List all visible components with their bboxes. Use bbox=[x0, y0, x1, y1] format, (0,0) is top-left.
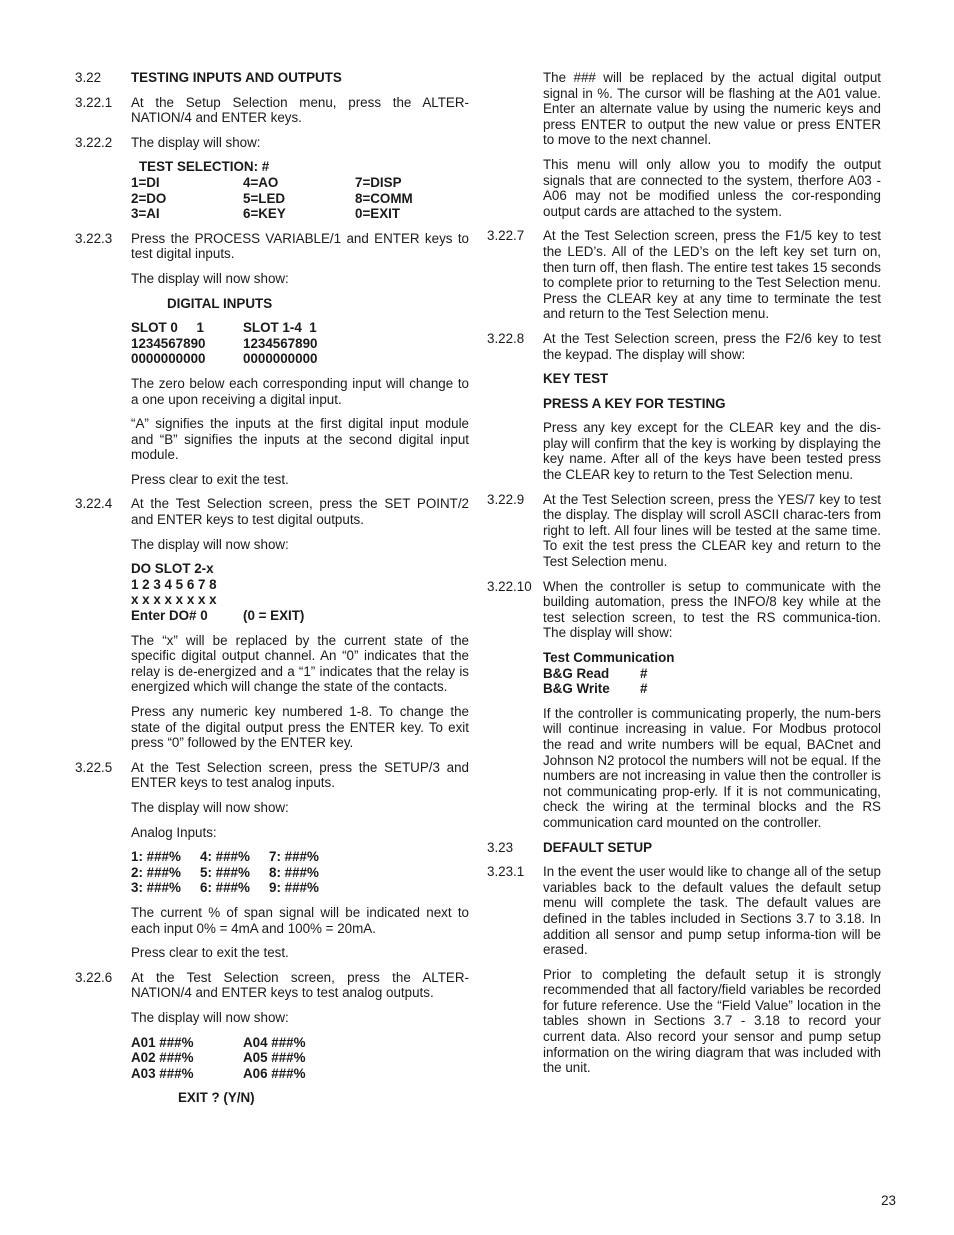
paragraph: If the controller is communicating properly, the num-bers will continue increasing in value. For Modbus protocol the read and write numbers will be equal, BACnet and Johnson N2 protocol the numbers will not be equal. If the numbers are not increasing in value then the controller is not communicating prop-erly. If it is not communicating, check the wiring at the terminal blocks and the RS communication card mounted on the controller. bbox=[543, 705, 881, 830]
display-cell: B&G Write bbox=[543, 681, 610, 697]
display-row bbox=[543, 666, 881, 682]
display-cell: 0=EXIT bbox=[355, 206, 401, 222]
section-3-23-1 bbox=[487, 864, 881, 958]
section-3-22-7 bbox=[487, 228, 881, 322]
paragraph: At the Test Selection screen, press the YES/7 key to test the display. The display will scroll ASCII charac-ters from right to left. All four lines will be tested at the same time. To exit the test press the CLEAR key and return to the Test Selection menu. bbox=[543, 491, 881, 570]
paragraph: The current % of span signal will be indicated next to each input 0% = 4mA and 100% = 20mA. bbox=[131, 904, 469, 936]
paragraph: In the event the user would like to change all of the setup variables back to the default values the default setup menu will complete the task. The default values are defined in the tables included in Sections 3.7 to 3.18. In addition all sensor and pump setup informa-tion will be erased. bbox=[543, 864, 881, 958]
display-cell: A05 ###% bbox=[243, 1050, 306, 1066]
paragraph: The display will now show: bbox=[131, 1009, 289, 1025]
paragraph: Analog Inputs: bbox=[131, 824, 217, 840]
left-column bbox=[75, 70, 469, 1115]
section-number: 3.22.7 bbox=[487, 228, 525, 244]
display-exit-prompt: EXIT ? (Y/N) bbox=[178, 1090, 255, 1106]
display-cell: 3: ###% bbox=[131, 880, 181, 896]
display-row bbox=[131, 320, 469, 336]
display-row bbox=[131, 608, 469, 624]
paragraph: The display will now show: bbox=[131, 799, 289, 815]
display-cell: 2: ###% bbox=[131, 864, 181, 880]
section-3-22-9 bbox=[487, 492, 881, 570]
display-cell: 4: ###% bbox=[200, 849, 250, 865]
paragraph: This menu will only allow you to modify the output signals that are connected to the system, therfore A03 - A06 may not be modified unless the cor-responding output cards are attached to the system. bbox=[543, 156, 881, 219]
paragraph: The display will now show: bbox=[131, 536, 289, 552]
display-cell: B&G Read bbox=[543, 665, 610, 681]
analog-inputs-display bbox=[131, 849, 469, 896]
paragraph: Prior to completing the default setup it is strongly recommended that all factory/field variables be recorded for future reference. Use the “Field Value” location in the tables shown in Sections 3.7 - 3.18 to record your current data. Also record your sensor and pump setup information on the wiring diagram that was included with the unit. bbox=[543, 966, 881, 1076]
display-cell: 3=AI bbox=[131, 206, 160, 222]
paragraph: The display will now show: bbox=[131, 270, 289, 286]
display-title: DIGITAL INPUTS bbox=[167, 295, 273, 311]
display-cell: 0000000000 bbox=[243, 351, 318, 367]
section-3-23 bbox=[487, 840, 881, 856]
display-row bbox=[131, 849, 469, 865]
paragraph: When the controller is setup to communicate with the building automation, press the INFO/8 key while at the test selection screen, to test the RS communica-tion. The display will show: bbox=[543, 578, 881, 641]
section-heading: DEFAULT SETUP bbox=[543, 839, 653, 855]
display-cell: 9: ###% bbox=[269, 880, 319, 896]
display-line: DO SLOT 2-x bbox=[131, 561, 214, 577]
paragraph: At the Setup Selection menu, press the ALTER-NATION/4 and ENTER keys. bbox=[131, 94, 469, 126]
display-row bbox=[131, 175, 469, 191]
paragraph: “A” signifies the inputs at the first digital input module and “B” signifies the inputs at the second digital input module. bbox=[131, 416, 469, 463]
section-number: 3.22.2 bbox=[75, 134, 113, 150]
section-number: 3.22.1 bbox=[75, 94, 113, 110]
display-row bbox=[131, 351, 469, 367]
page-number: 23 bbox=[881, 1193, 896, 1208]
display-cell: 7=DISP bbox=[355, 174, 402, 190]
paragraph: Press any numeric key numbered 1-8. To change the state of the digital output press the ENTER key. To exit press “0” followed by the ENTER key. bbox=[131, 704, 469, 751]
section-number: 3.22.5 bbox=[75, 759, 113, 775]
digital-inputs-display bbox=[131, 320, 469, 367]
display-cell: SLOT 1-4 1 bbox=[243, 320, 317, 336]
display-cell: 8=COMM bbox=[355, 190, 413, 206]
section-3-22 bbox=[75, 70, 469, 86]
display-cell: 1234567890 bbox=[131, 335, 206, 351]
display-cell: A06 ###% bbox=[243, 1065, 306, 1081]
section-number: 3.22.10 bbox=[487, 578, 532, 594]
paragraph: At the Test Selection screen, press the F2/6 key to test the keypad. The display will show: bbox=[543, 330, 881, 362]
section-3-22-6 bbox=[75, 970, 469, 1001]
right-column bbox=[487, 70, 881, 1085]
paragraph: The zero below each corresponding input will change to a one upon receiving a digital input. bbox=[131, 375, 469, 407]
display-cell: Enter DO# 0 bbox=[131, 608, 208, 624]
display-cell: # bbox=[640, 681, 648, 697]
display-cell: 6=KEY bbox=[243, 206, 286, 222]
key-test-prompt: PRESS A KEY FOR TESTING bbox=[543, 395, 726, 411]
display-cell: A01 ###% bbox=[131, 1034, 194, 1050]
section-heading: TESTING INPUTS AND OUTPUTS bbox=[131, 70, 342, 85]
section-number: 3.22 bbox=[75, 70, 102, 85]
display-cell: # bbox=[640, 665, 648, 681]
test-selection-display bbox=[75, 159, 469, 221]
display-row bbox=[131, 1035, 469, 1051]
display-cell: 8: ###% bbox=[269, 864, 319, 880]
paragraph: Press the PROCESS VARIABLE/1 and ENTER keys to test digital inputs. bbox=[131, 230, 469, 262]
section-number: 3.22.9 bbox=[487, 491, 525, 507]
section-number: 3.23 bbox=[487, 839, 514, 855]
display-row bbox=[131, 1050, 469, 1066]
display-cell: A04 ###% bbox=[243, 1034, 306, 1050]
section-3-22-5 bbox=[75, 760, 469, 791]
display-line: 1 2 3 4 5 6 7 8 bbox=[131, 576, 217, 592]
display-cell: 1234567890 bbox=[243, 335, 318, 351]
display-row bbox=[131, 865, 469, 881]
display-cell: 2=DO bbox=[131, 190, 167, 206]
paragraph: At the Test Selection screen, press the SET POINT/2 and ENTER keys to test digital outputs. bbox=[131, 496, 469, 528]
section-number: 3.22.6 bbox=[75, 969, 113, 985]
display-cell: 6: ###% bbox=[200, 880, 250, 896]
display-row bbox=[131, 1066, 469, 1082]
paragraph: The “x” will be replaced by the current state of the specific digital output channel. An “0” indicates that the relay is de-energized and a “1” indicates that the relay is energized which will change the state of the contacts. bbox=[131, 632, 469, 695]
display-cell: 7: ###% bbox=[269, 849, 319, 865]
display-row bbox=[131, 191, 469, 207]
display-cell: A02 ###% bbox=[131, 1050, 194, 1066]
paragraph: At the Test Selection screen, press the ALTER-NATION/4 and ENTER keys to test analog outputs. bbox=[131, 969, 469, 1001]
display-cell: 1: ###% bbox=[131, 849, 181, 865]
section-3-22-10 bbox=[487, 579, 881, 641]
section-3-22-2 bbox=[75, 135, 469, 151]
display-cell: 5: ###% bbox=[200, 864, 250, 880]
display-cell: 5=LED bbox=[243, 190, 286, 206]
display-cell: A03 ###% bbox=[131, 1065, 194, 1081]
display-cell: 4=AO bbox=[243, 174, 279, 190]
display-row bbox=[131, 336, 469, 352]
display-cell: 1=DI bbox=[131, 174, 160, 190]
paragraph: At the Test Selection screen, press the SETUP/3 and ENTER keys to test analog inputs. bbox=[131, 759, 469, 791]
section-number: 3.22.4 bbox=[75, 496, 113, 512]
section-number: 3.23.1 bbox=[487, 864, 525, 880]
display-title: TEST SELECTION: # bbox=[139, 159, 270, 175]
paragraph: The ### will be replaced by the actual digital output signal in %. The cursor will be flashing at the A01 value. Enter an alternate value by using the numeric keys and press ENTER to output the new value or press ENTER to move to the next channel. bbox=[543, 70, 881, 148]
digital-outputs-display bbox=[131, 561, 469, 623]
section-number: 3.22.3 bbox=[75, 230, 113, 246]
section-3-22-3 bbox=[75, 231, 469, 262]
section-3-22-1 bbox=[75, 95, 469, 126]
display-row bbox=[131, 880, 469, 896]
paragraph: The display will show: bbox=[131, 134, 261, 150]
display-line: x x x x x x x x bbox=[131, 592, 217, 608]
display-row bbox=[543, 681, 881, 697]
display-row bbox=[131, 206, 469, 222]
paragraph: At the Test Selection screen, press the F1/5 key to test the LED’s. All of the LED’s on the left key set turn on, then turn off, then flash. The entire test takes 15 seconds to complete prior to returning to the Test Selection menu. Press the CLEAR key at any time to terminate the test and return to the Test Selection menu. bbox=[543, 228, 881, 322]
section-3-22-8 bbox=[487, 331, 881, 362]
paragraph: Press clear to exit the test. bbox=[131, 945, 289, 961]
display-cell: SLOT 0 1 bbox=[131, 320, 204, 336]
analog-outputs-display bbox=[131, 1035, 469, 1082]
section-3-22-4 bbox=[75, 496, 469, 527]
display-cell: (0 = EXIT) bbox=[243, 608, 305, 624]
test-communication-display bbox=[543, 650, 881, 697]
display-title: Test Communication bbox=[543, 650, 675, 665]
key-test-title: KEY TEST bbox=[543, 371, 609, 387]
paragraph: Press clear to exit the test. bbox=[131, 471, 289, 487]
section-number: 3.22.8 bbox=[487, 330, 525, 346]
display-cell: 0000000000 bbox=[131, 351, 206, 367]
paragraph: Press any key except for the CLEAR key and the dis-play will confirm that the key is working by displaying the key name. After all of the keys have been tested press the CLEAR key to return to the Test Selection menu. bbox=[543, 420, 881, 483]
